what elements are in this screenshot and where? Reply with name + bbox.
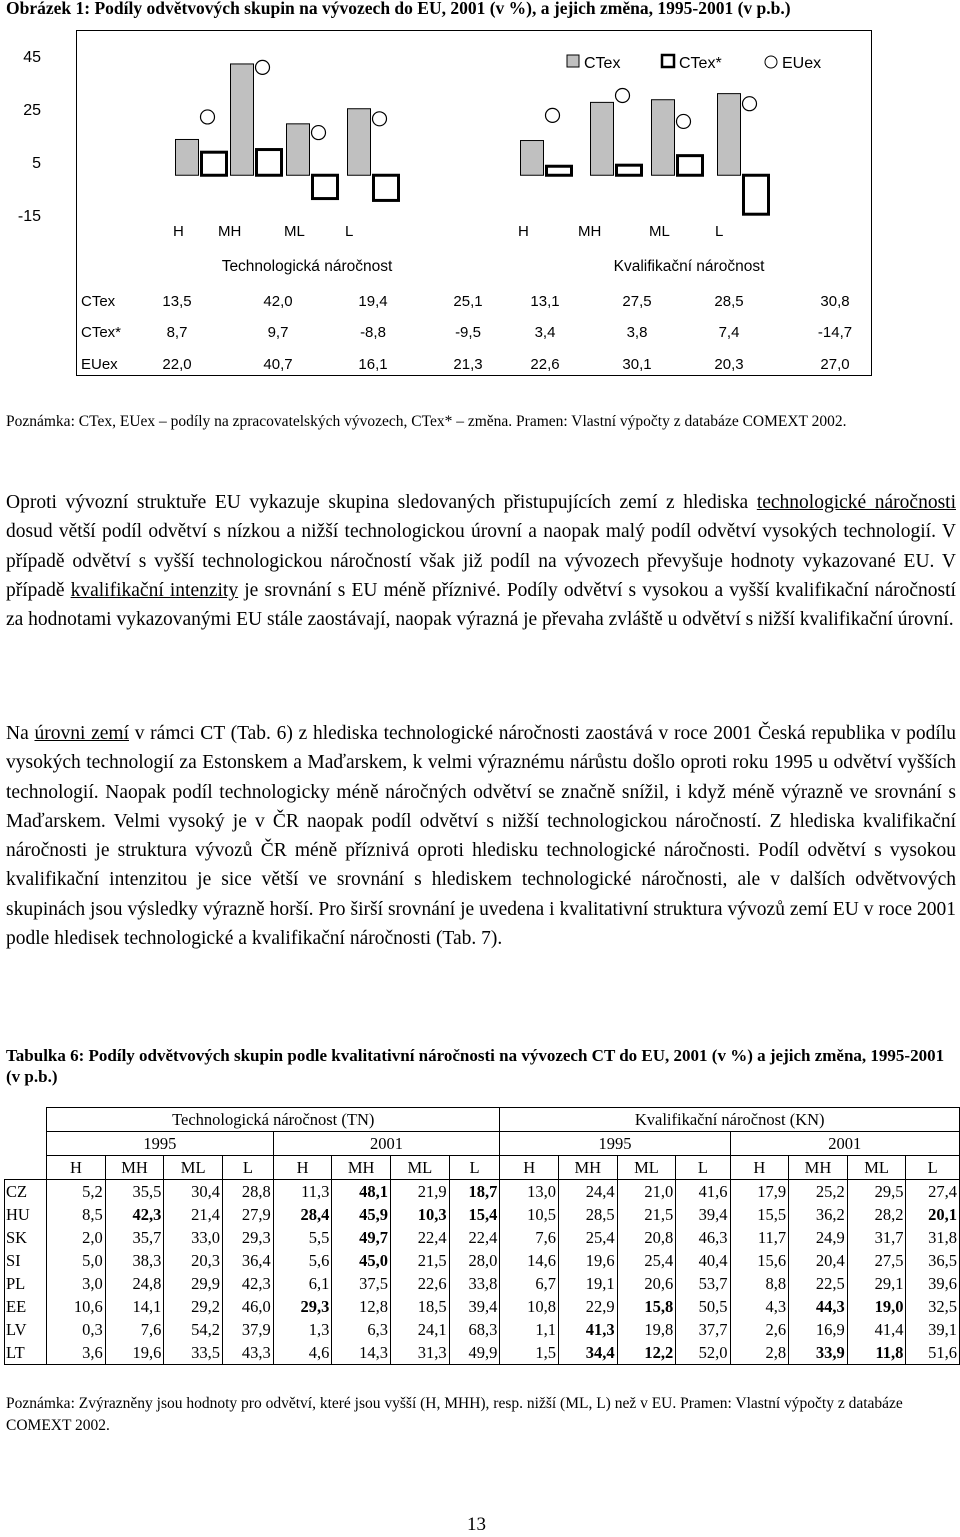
column-header: ML: [391, 1156, 450, 1180]
table-cell: 14,1: [105, 1295, 164, 1318]
table-cell: 46,3: [676, 1226, 730, 1249]
table-cell: 50,5: [676, 1295, 730, 1318]
table-cell: 24,8: [105, 1272, 164, 1295]
x-tick-label: L: [345, 223, 354, 240]
table-cell: 11,3: [273, 1180, 332, 1204]
chart-svg: [17, 31, 871, 375]
chart-table-cell: -8,8: [360, 324, 386, 341]
table-cell: 10,5: [500, 1203, 559, 1226]
table-row: [5, 1295, 960, 1318]
table-cell: 22,9: [559, 1295, 618, 1318]
table-cell: 11,7: [730, 1226, 789, 1249]
chart-table-cell: 3,4: [534, 324, 556, 341]
year-header: 2001: [273, 1132, 500, 1156]
table-cell: 24,9: [789, 1226, 848, 1249]
table-year-row: [5, 1132, 960, 1156]
table-cell: 31,3: [391, 1341, 450, 1365]
table-cell: 19,0: [847, 1295, 906, 1318]
marker-euex: [201, 110, 215, 124]
table-cell: 25,4: [559, 1226, 618, 1249]
chart-table-cell: 3,8: [626, 324, 648, 341]
para2-text-1: Na: [6, 723, 35, 744]
bar-ctex: [287, 124, 310, 175]
table-cell: 25,2: [789, 1180, 848, 1204]
table-cell: 7,6: [500, 1226, 559, 1249]
table-cell: 18,7: [449, 1180, 500, 1204]
para1-text-1: Oproti vývozní struktuře EU vykazuje skupina sledovaných přistupujících zemí z hlediska: [6, 492, 757, 513]
table-row: [5, 1318, 960, 1341]
chart-table-cell: 27,5: [622, 293, 652, 310]
table-cell: 1,1: [500, 1318, 559, 1341]
legend-label: CTex*: [679, 55, 722, 72]
table-cell: 5,0: [47, 1249, 106, 1272]
y-tick-label: 5: [32, 155, 41, 172]
chart-table-cell: 27,0: [820, 356, 850, 373]
y-tick-label: 25: [23, 102, 41, 119]
table-cell: 21,5: [617, 1203, 676, 1226]
table-cell: 31,8: [906, 1226, 960, 1249]
figure-title: Obrázek 1: Podíly odvětvových skupin na vývozech do EU, 2001 (v %), a jejich změna, 1995-2001 (v p.b.): [6, 0, 791, 18]
marker-euex: [743, 97, 757, 111]
table-cell: 2,8: [730, 1341, 789, 1365]
table-cell: 45,9: [332, 1203, 391, 1226]
para1-text-3: je srovnání s EU méně příznivé. Podíly odvětví s vysokou a vyšší kvalifikační náročností za hodnotami vykazovanými EU stále zaostávají, naopak výrazná je převaha zvláště u odvětví s nižší kvalifikační úrovní.: [6, 579, 956, 631]
page-number: 13: [467, 1514, 486, 1535]
paragraph-2: [6, 719, 956, 953]
table-cell: 19,6: [105, 1341, 164, 1365]
para2-text-2: v rámci CT (Tab. 6) z hlediska technologické náročnosti zaostává v roce 2001 Česká republika v podílu vysokých technologií za Estonskem a Maďarskem, k velmi výraznému nárůstu došlo oproti roku 1995 u odvětví vyšších technologií. Naopak podíl technologicky méně náročných odvětví se značně snížil, i když méně výrazně ve srovnání s Maďarskem. Velmi vysoký je v ČR naopak podíl odvětví s nižší technologickou náročností. Z hlediska kvalifikační náročnosti je struktura vývozů ČR méně příznivá oproti hledisku technologické náročnosti. Podíl odvětví s vysokou kvalifikační intenzitou je sice větší ve srovnání s hlediskem technologické náročnosti, ale v dalších odvětvových skupinách jsou výsledky výrazně horší. Pro širší srovnání je uvedena i kvalitativní struktura vývozů zemí EU v roce 2001 podle hledisek technologické a kvalifikační náročnosti (Tab. 7).: [6, 723, 956, 950]
table-cell: 2,0: [47, 1226, 106, 1249]
column-header: L: [676, 1156, 730, 1180]
para1-text-2: dosud větší podíl odvětví s nízkou a nižší technologickou úrovní a naopak malý podíl odvětví vysokých technologií. V případě odvětví s vyšší technologickou náročností však již podíl na vývozech převyšuje hodnoty vykazované EU. V případě: [6, 521, 956, 601]
table-cell: 32,5: [906, 1295, 960, 1318]
table-row: [5, 1226, 960, 1249]
year-header: 1995: [47, 1132, 274, 1156]
table-cell: 11,8: [847, 1341, 906, 1365]
table-cell: 19,1: [559, 1272, 618, 1295]
bar-ctex-change: [202, 152, 227, 175]
table-cell: 19,6: [559, 1249, 618, 1272]
para1-underlined-1: technologické náročnosti: [756, 492, 957, 513]
bar-ctex: [176, 139, 199, 175]
table-cell: 22,5: [789, 1272, 848, 1295]
table-cell: 39,4: [676, 1203, 730, 1226]
table-cell: 39,1: [906, 1318, 960, 1341]
table-cell: 8,8: [730, 1272, 789, 1295]
table-cell: 41,6: [676, 1180, 730, 1204]
table-cell: 10,6: [47, 1295, 106, 1318]
table-cell: 20,1: [906, 1203, 960, 1226]
table-cell: 42,3: [105, 1203, 164, 1226]
bar-ctex: [591, 102, 614, 175]
table-cell: 36,5: [906, 1249, 960, 1272]
figure-note: Poznámka: CTex, EUex – podíly na zpracovatelských vývozech, CTex* – změna. Pramen: Vlastní výpočty z databáze COMEXT 2002.: [6, 413, 847, 430]
para1-underlined-2: kvalifikační intenzity: [70, 579, 239, 601]
table-cell: 13,0: [500, 1180, 559, 1204]
paragraph-1: [6, 488, 956, 634]
bar-ctex: [652, 100, 675, 176]
table-header-row: [5, 1108, 960, 1132]
bar-ctex: [348, 109, 371, 176]
table-cell: 29,2: [164, 1295, 223, 1318]
table-cell: 34,4: [559, 1341, 618, 1365]
x-tick-label: ML: [649, 223, 670, 240]
table-cell: 24,4: [559, 1180, 618, 1204]
chart-table-cell: 42,0: [263, 293, 293, 310]
table-cell: 16,9: [789, 1318, 848, 1341]
legend-swatch-euex: [765, 56, 777, 68]
chart-table-row-label: CTex: [81, 293, 116, 310]
table-cell: 27,9: [223, 1203, 274, 1226]
table-cell: 1,3: [273, 1318, 332, 1341]
column-header: H: [730, 1156, 789, 1180]
table-cell: 21,9: [391, 1180, 450, 1204]
table-cell: 49,7: [332, 1226, 391, 1249]
x-tick-label: L: [715, 223, 724, 240]
chart-table-cell: 7,4: [718, 324, 740, 341]
table-row: [5, 1249, 960, 1272]
table-cell: 44,3: [789, 1295, 848, 1318]
table-cell: 29,9: [164, 1272, 223, 1295]
table-cell: 1,5: [500, 1341, 559, 1365]
table-cell: 8,5: [47, 1203, 106, 1226]
table-cell: 45,0: [332, 1249, 391, 1272]
chart-table-cell: -14,7: [817, 324, 853, 341]
table-cell: 46,0: [223, 1295, 274, 1318]
column-header: H: [47, 1156, 106, 1180]
table-cell: 29,1: [847, 1272, 906, 1295]
legend-swatch-ctex: [567, 55, 579, 67]
bar-ctex-change: [313, 175, 338, 198]
table-cell: 10,8: [500, 1295, 559, 1318]
table-cell: 51,6: [906, 1341, 960, 1365]
y-tick-label: 45: [23, 49, 41, 66]
table-cell: 28,4: [273, 1203, 332, 1226]
x-tick-label: H: [518, 223, 529, 240]
table-cell: 33,9: [789, 1341, 848, 1365]
table-cell: 25,4: [617, 1249, 676, 1272]
table-cell: 10,3: [391, 1203, 450, 1226]
chart-table-cell: -9,5: [455, 324, 481, 341]
table-cell: 12,8: [332, 1295, 391, 1318]
chart-table-cell: 30,1: [622, 356, 652, 373]
table-cell: 30,4: [164, 1180, 223, 1204]
table-cell: 49,9: [449, 1341, 500, 1365]
table-cell: 35,5: [105, 1180, 164, 1204]
table-cell: 20,6: [617, 1272, 676, 1295]
table-cell: 21,0: [617, 1180, 676, 1204]
year-header: 1995: [500, 1132, 730, 1156]
legend-label: EUex: [782, 55, 822, 72]
table-cell: 22,4: [391, 1226, 450, 1249]
chart-table-cell: 8,7: [166, 324, 188, 341]
group-label: Kvalifikační náročnost: [613, 258, 765, 275]
legend-swatch-ctex-change: [662, 55, 674, 67]
table-cell: 38,3: [105, 1249, 164, 1272]
marker-euex: [373, 112, 387, 126]
table-cell: 36,2: [789, 1203, 848, 1226]
table-cell: 4,3: [730, 1295, 789, 1318]
table-cell: 33,5: [164, 1341, 223, 1365]
marker-euex: [256, 60, 270, 74]
header-blank: [5, 1108, 47, 1132]
column-header: ML: [617, 1156, 676, 1180]
table-cell: 28,2: [847, 1203, 906, 1226]
chart-table-row-label: EUex: [81, 356, 118, 373]
table-cell: 5,5: [273, 1226, 332, 1249]
chart-frame: [17, 30, 872, 376]
country-label: SK: [5, 1226, 47, 1249]
marker-euex: [616, 88, 630, 102]
column-header: MH: [332, 1156, 391, 1180]
chart-table-cell: 13,5: [162, 293, 192, 310]
bar-ctex-change: [547, 166, 572, 175]
table-cell: 15,4: [449, 1203, 500, 1226]
chart-table-cell: 30,8: [820, 293, 850, 310]
bar-ctex-change: [257, 150, 282, 176]
table-cell: 19,8: [617, 1318, 676, 1341]
group-header: Kvalifikační náročnost (KN): [500, 1108, 960, 1132]
table-cell: 20,8: [617, 1226, 676, 1249]
table-cell: 29,3: [223, 1226, 274, 1249]
table-row: [5, 1203, 960, 1226]
country-label: SI: [5, 1249, 47, 1272]
table-cell: 22,4: [449, 1226, 500, 1249]
table-cell: 4,6: [273, 1341, 332, 1365]
table-cell: 6,3: [332, 1318, 391, 1341]
table-cell: 68,3: [449, 1318, 500, 1341]
chart-table-cell: 40,7: [263, 356, 293, 373]
table-cell: 15,5: [730, 1203, 789, 1226]
x-tick-label: ML: [284, 223, 305, 240]
table-cell: 33,8: [449, 1272, 500, 1295]
table-cell: 22,6: [391, 1272, 450, 1295]
table-cell: 5,2: [47, 1180, 106, 1204]
table-cell: 39,6: [906, 1272, 960, 1295]
table-row: [5, 1341, 960, 1365]
chart-table-cell: 9,7: [267, 324, 289, 341]
marker-euex: [677, 114, 691, 128]
table-cell: 41,4: [847, 1318, 906, 1341]
table-col-row: [5, 1156, 960, 1180]
chart-table-cell: 16,1: [358, 356, 388, 373]
table-cell: 42,3: [223, 1272, 274, 1295]
table-cell: 29,5: [847, 1180, 906, 1204]
table-cell: 15,8: [617, 1295, 676, 1318]
column-header: ML: [164, 1156, 223, 1180]
bar-ctex-change: [374, 175, 399, 200]
column-header: L: [449, 1156, 500, 1180]
x-tick-label: MH: [218, 223, 242, 240]
table-cell: 5,6: [273, 1249, 332, 1272]
table-cell: 21,4: [164, 1203, 223, 1226]
table-cell: 6,1: [273, 1272, 332, 1295]
table-cell: 0,3: [47, 1318, 106, 1341]
table-cell: 35,7: [105, 1226, 164, 1249]
bar-ctex: [231, 64, 254, 175]
country-label: HU: [5, 1203, 47, 1226]
bar-ctex-change: [744, 175, 769, 214]
table-cell: 3,6: [47, 1341, 106, 1365]
table-cell: 43,3: [223, 1341, 274, 1365]
table-title: Tabulka 6: Podíly odvětvových skupin podle kvalitativní náročnosti na vývozech CT do EU, 2001 (v %) a jejich změna, 1995-2001 (v p.b.): [6, 1046, 945, 1086]
table-cell: 14,3: [332, 1341, 391, 1365]
column-header: H: [273, 1156, 332, 1180]
country-label: LV: [5, 1318, 47, 1341]
table-cell: 15,6: [730, 1249, 789, 1272]
table-cell: 20,4: [789, 1249, 848, 1272]
table-cell: 21,5: [391, 1249, 450, 1272]
country-label: LT: [5, 1341, 47, 1365]
chart-table-cell: 25,1: [453, 293, 483, 310]
bar-ctex-change: [617, 165, 642, 175]
table-cell: 6,7: [500, 1272, 559, 1295]
group-label: Technologická náročnost: [221, 258, 393, 275]
data-table: [4, 1107, 960, 1365]
chart-table-cell: 22,0: [162, 356, 192, 373]
marker-euex: [312, 126, 326, 140]
table-cell: 20,3: [164, 1249, 223, 1272]
table-cell: 37,5: [332, 1272, 391, 1295]
column-header: MH: [105, 1156, 164, 1180]
chart-table-row-label: CTex*: [81, 324, 122, 341]
table-cell: 18,5: [391, 1295, 450, 1318]
table-cell: 31,7: [847, 1226, 906, 1249]
country-label: CZ: [5, 1180, 47, 1204]
bar-ctex: [718, 94, 741, 176]
table-cell: 33,0: [164, 1226, 223, 1249]
marker-euex: [546, 108, 560, 122]
year-header: 2001: [730, 1132, 959, 1156]
header-blank: [5, 1132, 47, 1156]
bar-ctex: [521, 141, 544, 176]
table-cell: 14,6: [500, 1249, 559, 1272]
table-cell: 17,9: [730, 1180, 789, 1204]
legend-label: CTex: [584, 55, 621, 72]
chart-table-cell: 28,5: [714, 293, 744, 310]
table-cell: 36,4: [223, 1249, 274, 1272]
y-tick-label: -15: [17, 208, 41, 225]
table-cell: 37,7: [676, 1318, 730, 1341]
table-cell: 27,4: [906, 1180, 960, 1204]
chart-table-cell: 13,1: [530, 293, 560, 310]
table-cell: 3,0: [47, 1272, 106, 1295]
chart-table-cell: 20,3: [714, 356, 744, 373]
group-header: Technologická náročnost (TN): [47, 1108, 500, 1132]
table-cell: 53,7: [676, 1272, 730, 1295]
column-header: MH: [559, 1156, 618, 1180]
table-row: [5, 1180, 960, 1204]
table-cell: 24,1: [391, 1318, 450, 1341]
table-row: [5, 1272, 960, 1295]
table-cell: 40,4: [676, 1249, 730, 1272]
country-label: EE: [5, 1295, 47, 1318]
table-cell: 41,3: [559, 1318, 618, 1341]
column-header: L: [223, 1156, 274, 1180]
table-cell: 27,5: [847, 1249, 906, 1272]
table-cell: 39,4: [449, 1295, 500, 1318]
chart-table-cell: 19,4: [358, 293, 388, 310]
table-cell: 48,1: [332, 1180, 391, 1204]
header-blank: [5, 1156, 47, 1180]
table-cell: 7,6: [105, 1318, 164, 1341]
chart-table-cell: 21,3: [453, 356, 483, 373]
table-cell: 37,9: [223, 1318, 274, 1341]
country-label: PL: [5, 1272, 47, 1295]
table-cell: 28,5: [559, 1203, 618, 1226]
x-tick-label: H: [173, 223, 184, 240]
para2-underlined-1: úrovni zemí: [34, 723, 129, 744]
table-note: Poznámka: Zvýrazněny jsou hodnoty pro odvětví, které jsou vyšší (H, MHH), resp. nižší (ML, L) než v EU. Pramen: Vlastní výpočty z databáze COMEXT 2002.: [6, 1395, 903, 1434]
table-cell: 2,6: [730, 1318, 789, 1341]
chart-table-cell: 22,6: [530, 356, 560, 373]
table-cell: 29,3: [273, 1295, 332, 1318]
table-cell: 52,0: [676, 1341, 730, 1365]
bar-ctex-change: [678, 156, 703, 176]
x-tick-label: MH: [578, 223, 602, 240]
table-cell: 12,2: [617, 1341, 676, 1365]
table-cell: 28,0: [449, 1249, 500, 1272]
table-cell: 28,8: [223, 1180, 274, 1204]
column-header: ML: [847, 1156, 906, 1180]
column-header: H: [500, 1156, 559, 1180]
table-cell: 54,2: [164, 1318, 223, 1341]
column-header: MH: [789, 1156, 848, 1180]
column-header: L: [906, 1156, 960, 1180]
